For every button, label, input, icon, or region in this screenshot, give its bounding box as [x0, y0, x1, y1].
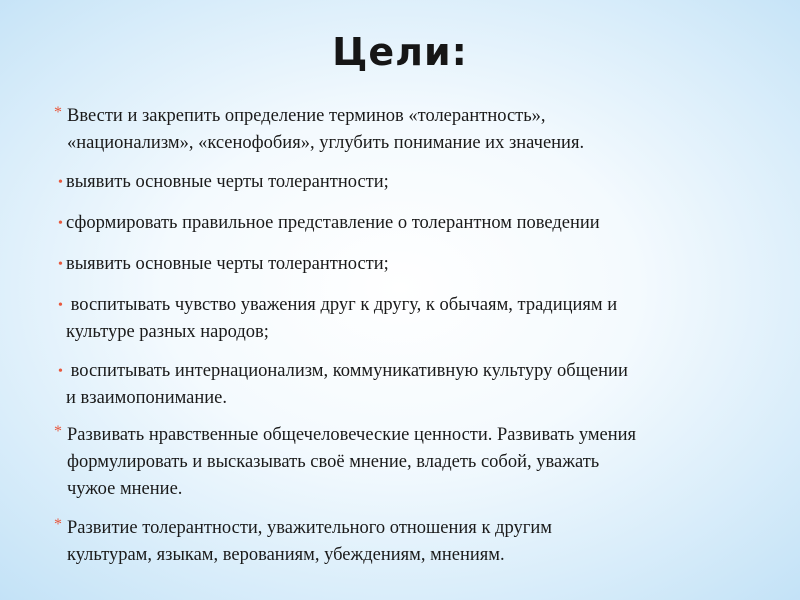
goals-list — [0, 103, 800, 569]
goal-line: выявить основные черты толерантности; — [66, 254, 389, 274]
goal-line: Развивать нравственные общечеловеческие ценности. Развивать умения — [67, 425, 637, 445]
goal-subitem — [0, 210, 800, 237]
goal-subitem — [0, 292, 800, 346]
asterisk-bullet-icon: * — [54, 423, 62, 440]
asterisk-bullet-icon: * — [54, 516, 62, 533]
goal-subitem — [0, 169, 800, 196]
goal-line: Ввести и закрепить определение терминов «толерантность», — [67, 106, 546, 126]
goal-line: и взаимопонимание. — [66, 388, 228, 408]
dot-bullet-icon: • — [58, 257, 63, 272]
goal-subitem — [0, 358, 800, 412]
goal-line: «национализм», «ксенофобия», углубить понимание их значения. — [67, 133, 585, 153]
goal-line: чужое мнение. — [67, 479, 183, 499]
goal-item-tolerance — [0, 515, 800, 569]
asterisk-bullet-icon: * — [54, 104, 62, 121]
goal-line: выявить основные черты толерантности; — [66, 172, 389, 192]
goal-line: воспитывать интернационализм, коммуникативную культуру общении — [66, 361, 628, 381]
goal-item-terms — [0, 103, 800, 157]
slide-title: Цели: — [332, 30, 468, 74]
goal-line: культуре разных народов; — [66, 322, 269, 342]
goal-line: воспитывать чувство уважения друг к другу, к обычаям, традициям и — [66, 295, 618, 315]
dot-bullet-icon: • — [58, 298, 63, 313]
dot-bullet-icon: • — [58, 364, 63, 379]
goal-line: Развитие толерантности, уважительного отношения к другим — [67, 518, 552, 538]
goal-subitem — [0, 251, 800, 278]
dot-bullet-icon: • — [58, 216, 63, 231]
goal-line: сформировать правильное представление о толерантном поведении — [66, 213, 600, 233]
goal-line: формулировать и высказывать своё мнение, владеть собой, уважать — [67, 452, 600, 472]
dot-bullet-icon: • — [58, 175, 63, 190]
goal-line: культурам, языкам, верованиям, убеждениям, мнениям. — [67, 545, 505, 565]
goal-item-values — [0, 422, 800, 503]
